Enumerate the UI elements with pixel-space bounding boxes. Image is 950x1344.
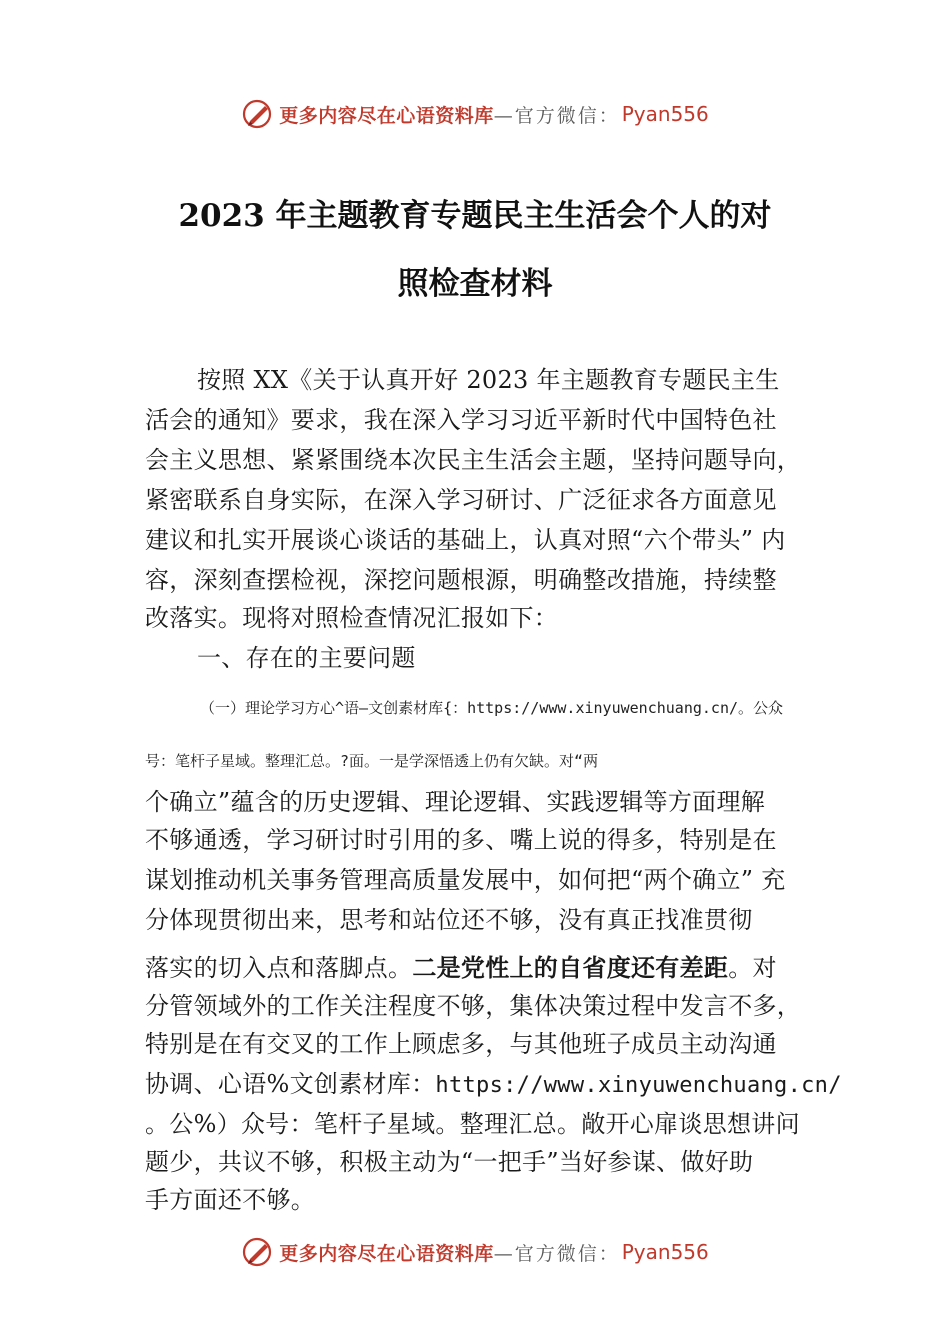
para3-line-4 bbox=[145, 1064, 842, 1099]
para2-line-3: 谋划推动机关事务管理高质量发展中，如何把“两个确立” 充 bbox=[145, 866, 786, 894]
para2-line-1: 个确立”蕴含的历史逻辑、理论逻辑、实践逻辑等方面理解 bbox=[145, 788, 766, 816]
banner-label: —官方微信： bbox=[493, 104, 620, 127]
intro-line-1: 按照 XX《关于认真开好 2023 年主题教育专题民主生 bbox=[197, 366, 780, 394]
para3-bold-text: 二是党性上的自省度还有差距 bbox=[412, 954, 729, 982]
banner-label: —官方微信： bbox=[493, 1242, 620, 1265]
para3-start-text: 落实的切入点和落脚点。 bbox=[145, 954, 413, 982]
para3-line-1 bbox=[145, 948, 777, 983]
para3-end-text: 。对 bbox=[728, 954, 777, 982]
intro-line-4: 紧密联系自身实际，在深入学习研讨、广泛征求各方面意见 bbox=[145, 486, 777, 514]
small-line-2: 号：笔杆子星域。整理汇总。?面。一是学深悟透上仍有欠缺。对“两 bbox=[145, 752, 599, 770]
banner-brand-text: 更多内容尽在心语资料库 bbox=[279, 104, 494, 127]
intro-line-7: 改落实。现将对照检查情况汇报如下： bbox=[145, 604, 559, 632]
pen-logo-icon bbox=[241, 1235, 275, 1269]
top-banner bbox=[0, 94, 950, 134]
document-title-line-2: 照检查材料 bbox=[397, 266, 553, 302]
para2-line-2: 不够通透，学习研讨时引用的多、嘴上说的得多，特别是在 bbox=[145, 826, 777, 854]
para3-line-7: 手方面还不够。 bbox=[145, 1186, 316, 1214]
bottom-banner bbox=[0, 1232, 950, 1272]
para3-line-5: 。公%）众号：笔杆子星域。整理汇总。敞开心扉谈思想讲问 bbox=[145, 1110, 800, 1138]
pen-logo-icon bbox=[241, 97, 275, 131]
intro-line-6: 容，深刻查摆检视，深挖问题根源，明确整改措施，持续整 bbox=[145, 566, 777, 594]
intro-line-5: 建议和扎实开展谈心谈话的基础上，认真对照“六个带头” 内 bbox=[145, 526, 786, 554]
para3-line-2: 分管领域外的工作关注程度不够，集体决策过程中发言不多， bbox=[145, 992, 802, 1020]
para3-line-6: 题少，共议不够，积极主动为“一把手”当好参谋、做好助 bbox=[145, 1148, 754, 1176]
banner-wechat-id: Pyan556 bbox=[621, 1240, 709, 1264]
para3-line-3: 特别是在有交叉的工作上顾虑多，与其他班子成员主动沟通 bbox=[145, 1030, 777, 1058]
document-title-line-1: 2023 年主题教育专题民主生活会个人的对 bbox=[178, 198, 772, 234]
para3-url-text: https://www.xinyuwenchuang.cn/ bbox=[435, 1073, 842, 1098]
intro-line-3: 会主义思想、紧紧围绕本次民主生活会主题，坚持问题导向， bbox=[145, 446, 802, 474]
small-line-1: （一）理论学习方心^语—文创素材库{：https://www.xinyuwenchuang.cn/。公众 bbox=[200, 699, 784, 717]
banner-wechat-id: Pyan556 bbox=[621, 102, 709, 126]
para2-line-4: 分体现贯彻出来，思考和站位还不够，没有真正找准贯彻 bbox=[145, 906, 753, 934]
intro-line-2: 活会的通知》要求，我在深入学习习近平新时代中国特色社 bbox=[145, 406, 777, 434]
para3-mixed-text: 协调、心语%文创素材库： bbox=[145, 1070, 436, 1098]
banner-brand-text: 更多内容尽在心语资料库 bbox=[279, 1242, 494, 1265]
section-heading: 一、存在的主要问题 bbox=[197, 644, 416, 672]
